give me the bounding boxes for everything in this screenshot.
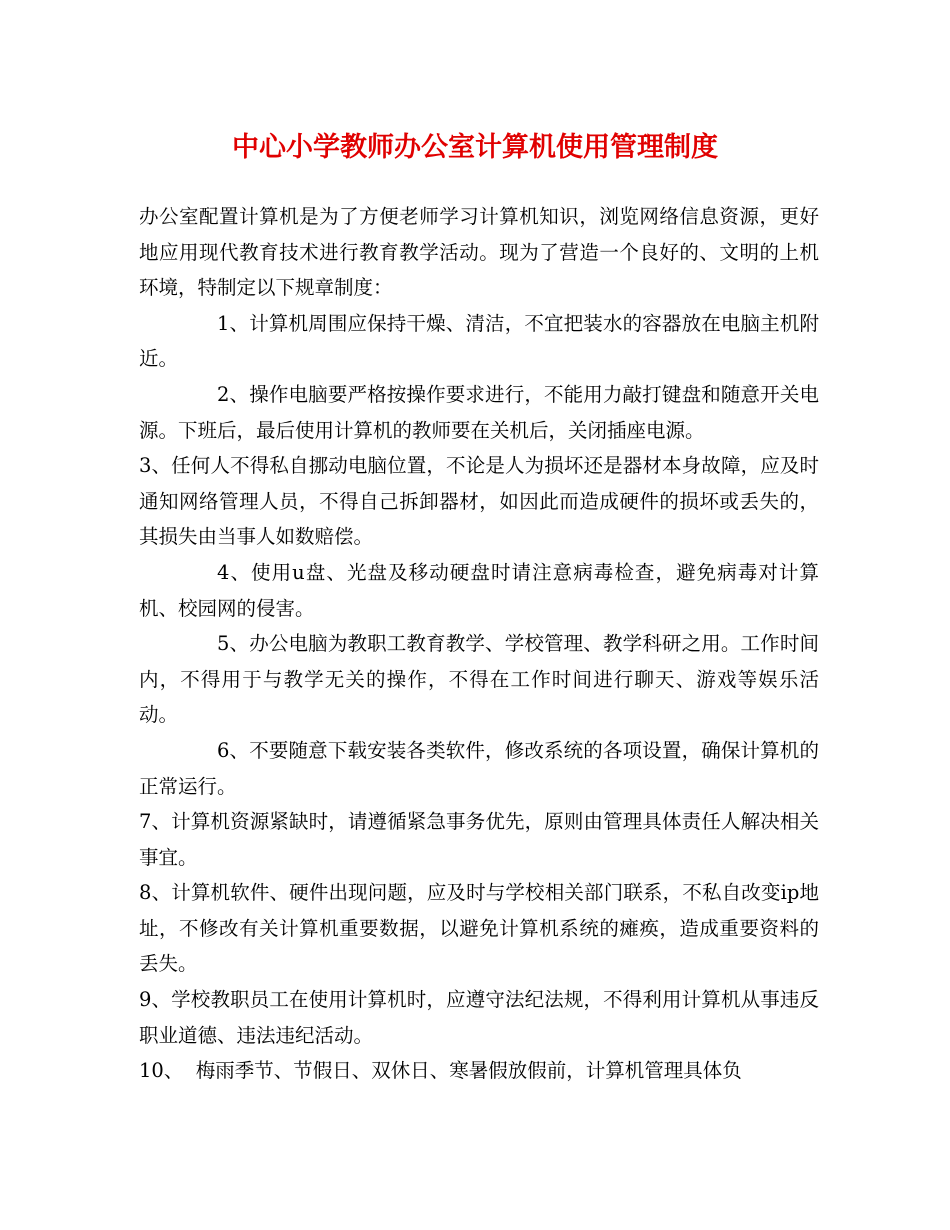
rule-6: 6、不要随意下载安装各类软件，修改系统的各项设置，确保计算机的正常运行。 bbox=[139, 738, 819, 798]
rule-4: 4、使用u盘、光盘及移动硬盘时请注意病毒检查，避免病毒对计算机、校园网的侵害。 bbox=[139, 560, 819, 620]
rule-8: 8、计算机软件、硬件出现问题，应及时与学校相关部门联系，不私自改变ip地址，不修改有关计算机重要数据，以避免计算机系统的瘫痪，造成重要资料的丢失。 bbox=[139, 881, 819, 976]
rule-2: 2、操作电脑要严格按操作要求进行，不能用力敲打键盘和随意开关电源。下班后，最后使用计算机的教师要在关机后，关闭插座电源。 bbox=[139, 382, 819, 442]
document-title: 中心小学教师办公室计算机使用管理制度 bbox=[232, 132, 718, 163]
rule-3: 3、任何人不得私自挪动电脑位置，不论是人为损坏还是器材本身故障，应及时通知网络管理人员，不得自己拆卸器材，如因此而造成硬件的损坏或丢失的，其损失由当事人如数赔偿。 bbox=[139, 454, 819, 549]
rule-9: 9、学校教职员工在使用计算机时，应遵守法纪法规，不得利用计算机从事违反职业道德、违法违纪活动。 bbox=[139, 988, 819, 1047]
rule-10: 10、 梅雨季节、节假日、双休日、寒暑假放假前，计算机管理具体负 bbox=[139, 1059, 742, 1083]
rule-1: 1、计算机周围应保持干燥、清洁，不宜把装水的容器放在电脑主机附近。 bbox=[139, 311, 819, 371]
document-body bbox=[139, 199, 819, 1089]
rule-7: 7、计算机资源紧缺时，请遵循紧急事务优先，原则由管理具体责任人解决相关事宜。 bbox=[139, 810, 819, 869]
rule-5: 5、办公电脑为教职工教育教学、学校管理、教学科研之用。工作时间内，不得用于与教学无关的操作，不得在工作时间进行聊天、游戏等娱乐活动。 bbox=[139, 632, 819, 727]
intro-paragraph: 办公室配置计算机是为了方便老师学习计算机知识，浏览网络信息资源，更好地应用现代教育技术进行教育教学活动。现为了营造一个良好的、文明的上机环境，特制定以下规章制度： bbox=[139, 205, 819, 300]
